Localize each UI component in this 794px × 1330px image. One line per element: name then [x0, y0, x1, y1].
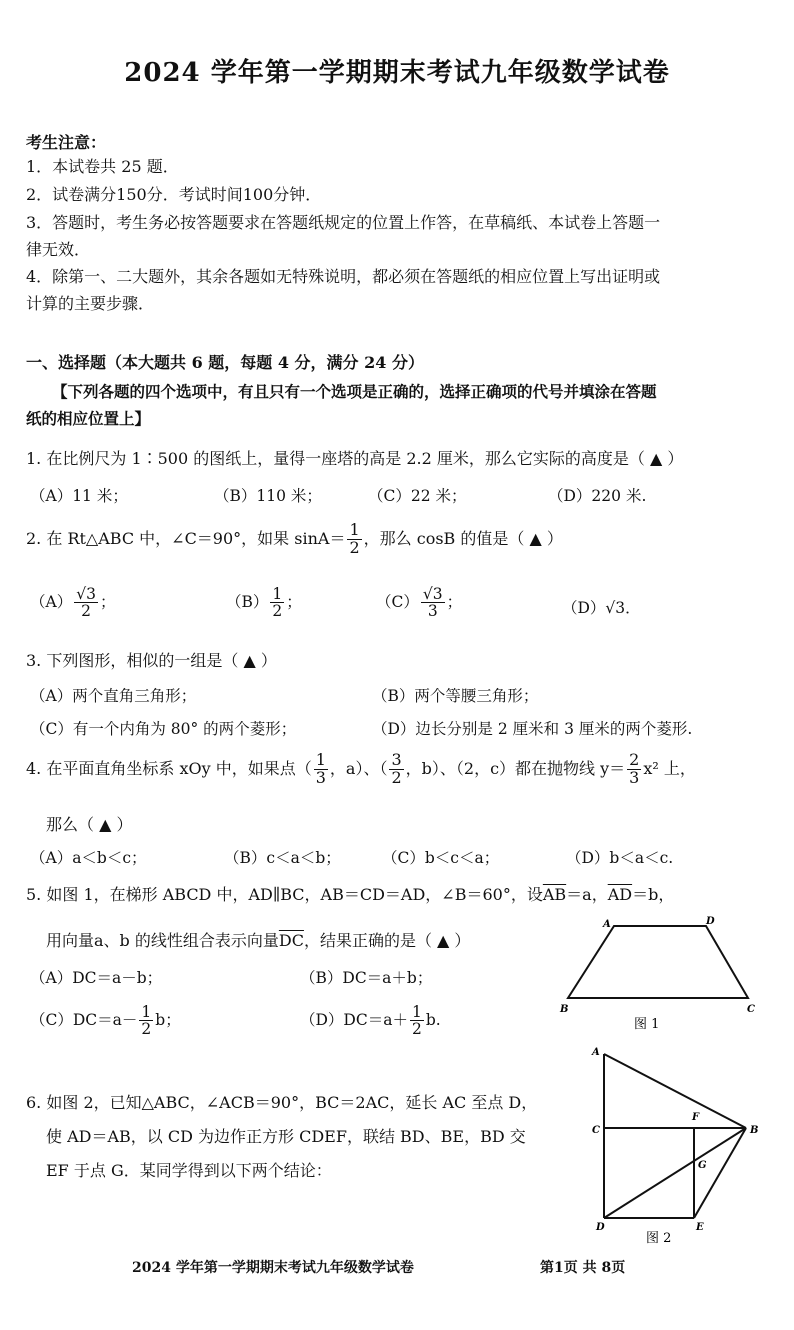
notice-item-2: 2．试卷满分150分．考试时间100分钟．: [26, 185, 322, 204]
q6-line-2: 使 AD＝AB，以 CD 为边作正方形 CDEF，联结 BD、BE，BD 交: [46, 1127, 526, 1146]
q5-vector-dc: $\overline{DC}$: [278, 931, 304, 950]
figure-1-trapezoid: [556, 910, 770, 1036]
q5-line2-pre: 用向量a、b 的线性组合表示向量: [46, 931, 279, 950]
footer-title: 2024 学年第一学期期末考试九年级数学试卷: [132, 1260, 414, 1276]
q5-line-2: [46, 928, 470, 951]
q1-option-d: （D）220 米.: [548, 487, 647, 505]
q4-frac2-den: 2: [391, 767, 402, 787]
q5-vector-ad: $\overline{AD}$: [607, 885, 633, 904]
q1-option-a: （A）11 米；: [30, 487, 128, 505]
q4-line-2: 那么（ ▲ ）: [46, 815, 133, 834]
q5-option-b: （B）DC＝a＋b；: [300, 969, 433, 987]
q2-a-num: √3: [76, 585, 96, 603]
q3-option-a: （A）两个直角三角形；: [30, 687, 197, 705]
q4-option-d: （D）b＜a＜c.: [566, 849, 674, 867]
fig2-label-f: F: [692, 1112, 700, 1123]
q5-line2-post: ，结果正确的是（ ▲ ）: [303, 931, 471, 950]
q4-part-3: ，b）、（2，c）都在抛物线 y＝: [405, 758, 626, 778]
fig2-label-c: C: [592, 1125, 600, 1136]
q3-option-c: （C）有一个内角为 80° 的两个菱形；: [30, 720, 297, 738]
q5-line1-pre: 5. 如图 1，在梯形 ABCD 中，AD∥BC，AB＝CD＝AD，∠B＝60°，设: [26, 885, 543, 904]
q4-option-a: （A）a＜b＜c；: [30, 849, 147, 867]
notice-heading: 考生注意：: [26, 133, 107, 152]
q5-d-num: 1: [411, 1003, 422, 1021]
notice-item-3a: 3．答题时，考生务必按答题要求在答题纸规定的位置上作答，在草稿纸、本试卷上答题一: [26, 213, 661, 232]
q5-c-pre: （C）DC＝a－: [30, 1010, 138, 1029]
fig1-label-d: D: [706, 916, 715, 927]
section-instruction-b: 纸的相应位置上】: [26, 409, 151, 428]
q2-stem-pre: 2. 在 Rt△ABC 中，∠C＝90°，如果 sinA＝: [26, 528, 346, 548]
q4-part-4: x² 上，: [643, 758, 696, 778]
q2-b-den: 2: [272, 602, 283, 621]
q5-eq-a: ＝a，: [566, 885, 608, 904]
notice-item-1: 1．本试卷共 25 题．: [26, 157, 179, 176]
page-title: 2024 学年第一学期期末考试九年级数学试卷: [124, 58, 670, 88]
q3-stem: 3. 下列图形，相似的一组是（ ▲ ）: [26, 651, 277, 670]
q5-option-c: [30, 1004, 181, 1038]
q2-fraction: [347, 522, 361, 557]
q6-line-3: EF 于点 G．某同学得到以下两个结论：: [46, 1161, 332, 1180]
q3-option-d: （D）边长分别是 2 厘米和 3 厘米的两个菱形.: [372, 720, 693, 738]
q2-stem-post: ，那么 cosB 的值是（ ▲ ）: [363, 528, 563, 548]
q4-option-c: （C）b＜c＜a；: [382, 849, 500, 867]
q2-b-num: 1: [272, 585, 283, 603]
q5-c-num: 1: [141, 1003, 152, 1021]
q5-line-1: [26, 882, 674, 905]
q2-a-end: ；: [99, 592, 116, 611]
q2-c-den: 3: [427, 602, 438, 621]
fig2-label-b: B: [750, 1125, 759, 1136]
q4-frac3-num: 2: [629, 750, 640, 769]
q2-c-end: ；: [446, 592, 463, 611]
footer-page-number: 第1页 共 8页: [540, 1260, 626, 1276]
q5-option-a: （A）DC＝a－b；: [30, 969, 163, 987]
q5-vector-ab: $\overline{AB}$: [542, 885, 567, 904]
fig1-label-b: B: [560, 1004, 569, 1015]
q4-part-1: 4. 在平面直角坐标系 xOy 中，如果点（: [26, 758, 312, 778]
q5-d-pre: （D）DC＝a＋: [300, 1010, 408, 1029]
q4-frac3-den: 3: [629, 767, 640, 787]
q2-b-label: （B）: [226, 592, 269, 611]
q5-eq-b: ＝b，: [632, 885, 675, 904]
figure-2-square-triangle: [586, 1040, 766, 1248]
q5-d-post: b.: [425, 1010, 441, 1029]
fig2-label-d: D: [596, 1222, 605, 1233]
q1-option-b: （B）110 米；: [214, 487, 322, 505]
section-heading: 一、选择题（本大题共 6 题，每题 4 分，满分 24 分）: [26, 353, 424, 372]
q4-frac1-den: 3: [315, 767, 326, 787]
q2-option-c: [376, 586, 462, 620]
line-bd: [604, 1128, 746, 1218]
line-be: [694, 1128, 746, 1218]
notice-item-4b: 计算的主要步骤．: [26, 294, 155, 313]
q2-c-num: √3: [422, 585, 443, 603]
q6-line-1: 6. 如图 2，已知△ABC，∠ACB＝90°，BC＝2AC，延长 AC 至点 D，: [26, 1093, 538, 1112]
fig2-label-g: G: [698, 1160, 707, 1171]
q2-option-d: （D）√3．: [562, 599, 641, 617]
q1-stem: 1. 在比例尺为 1∶500 的图纸上，量得一座塔的高是 2.2 厘米，那么它实际的高度是（ ▲ ）: [26, 449, 684, 468]
q2-c-label: （C）: [376, 592, 419, 611]
q5-c-den: 2: [141, 1020, 152, 1039]
q2-fraction-den: 2: [349, 537, 360, 557]
q4-option-b: （B）c＜a＜b；: [224, 849, 341, 867]
q2-option-a: [30, 586, 115, 620]
fig1-caption: 图 1: [634, 1017, 660, 1032]
q5-c-post: b；: [155, 1010, 181, 1029]
q1-option-c: （C）22 米；: [368, 487, 467, 505]
notice-item-4a: 4．除第一、二大题外，其余各题如无特殊说明，都必须在答题纸的相应位置上写出证明或: [26, 267, 661, 286]
q2-a-label: （A）: [30, 592, 73, 611]
section-instruction-a: 【下列各题的四个选项中，有且只有一个选项是正确的，选择正确项的代号并填涂在答题: [52, 382, 657, 401]
fig1-label-a: A: [603, 919, 611, 930]
trapezoid-abcd: [568, 926, 748, 998]
notice-item-3b: 律无效．: [26, 240, 91, 259]
fig2-label-a: A: [592, 1047, 600, 1058]
q2-a-den: 2: [81, 602, 92, 621]
q4-frac1-num: 1: [315, 750, 326, 769]
q4-part-2: ，a）、（: [329, 758, 388, 778]
q2-fraction-num: 1: [349, 520, 360, 539]
q2-option-b: [226, 586, 302, 620]
fig2-caption: 图 2: [646, 1231, 672, 1246]
q2-stem: [26, 522, 563, 557]
q5-option-d: [300, 1004, 441, 1038]
fig2-label-e: E: [696, 1222, 704, 1233]
q2-b-end: ；: [286, 592, 302, 611]
q3-option-b: （B）两个等腰三角形；: [372, 687, 539, 705]
line-ab: [604, 1054, 746, 1128]
q4-stem: [26, 752, 696, 787]
q5-d-den: 2: [411, 1020, 422, 1039]
q4-frac2-num: 3: [391, 750, 402, 769]
fig1-label-c: C: [747, 1004, 755, 1015]
